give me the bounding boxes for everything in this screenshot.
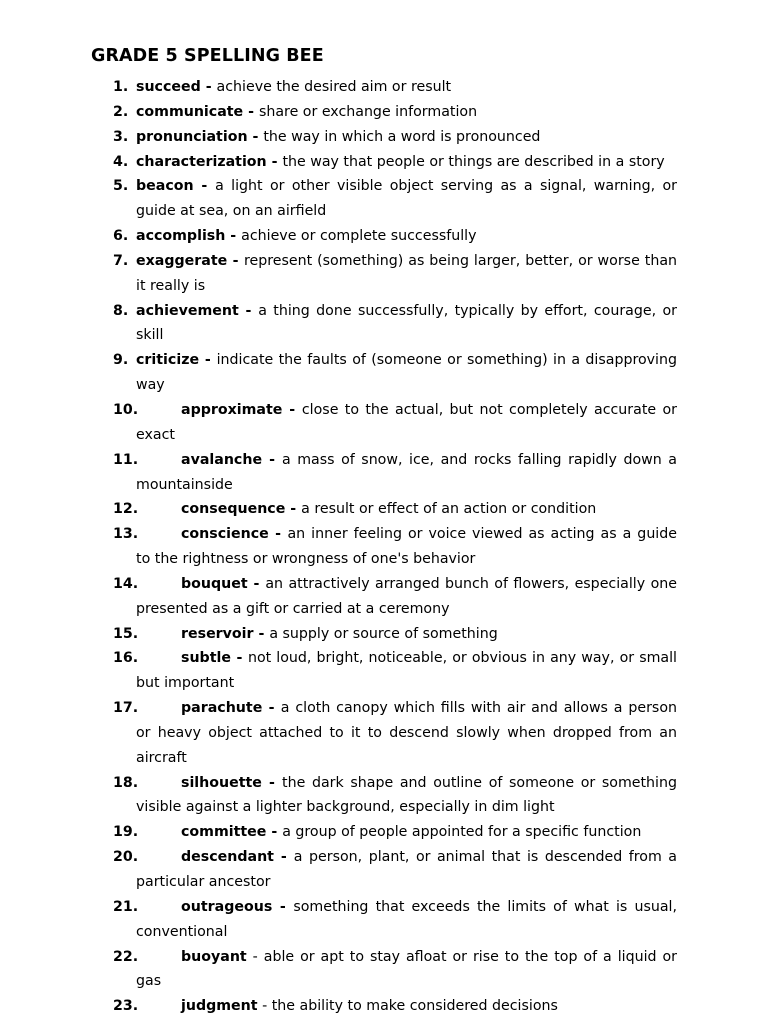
separator: - — [266, 153, 283, 170]
definition: an attractively arranged bunch of flowers, especially one presented as a gift or carried at a ceremony — [136, 575, 677, 617]
list-item — [0, 622, 768, 647]
item-number: 14. — [113, 575, 139, 592]
definition: a result or effect of an action or condition — [301, 501, 597, 518]
list-item — [0, 845, 768, 895]
separator: - — [225, 228, 242, 245]
separator: - — [238, 302, 259, 319]
item-number: 9. — [113, 352, 129, 369]
definition: a thing done successfully, typically by effort, courage, or skill — [136, 302, 677, 344]
list-item — [0, 125, 768, 150]
item-number: 8. — [113, 302, 129, 319]
separator: - — [227, 252, 244, 269]
list-item — [0, 522, 768, 572]
spelling-word: judgment — [181, 998, 258, 1015]
list-item — [0, 994, 768, 1019]
item-number: 10. — [113, 401, 139, 418]
definition: share or exchange information — [258, 103, 478, 120]
spelling-word: avalanche — [181, 451, 263, 468]
spelling-word: characterization — [136, 153, 267, 170]
list-item — [0, 771, 768, 821]
definition: the way in which a word is pronounced — [263, 128, 541, 145]
item-number: 16. — [113, 650, 139, 667]
definition: represent (something) as being larger, better, or worse than it really is — [136, 252, 677, 294]
definition: the ability to make considered decisions — [271, 998, 558, 1015]
list-item — [0, 696, 768, 771]
list-item — [0, 299, 768, 349]
item-number: 18. — [113, 774, 139, 791]
list-item — [0, 100, 768, 125]
definition: a cloth canopy which fills with air and allows a person or heavy object attached to it to descend slowly when dropped from an aircraft — [136, 700, 677, 766]
item-number: 6. — [113, 228, 129, 245]
separator: - — [272, 898, 294, 915]
spelling-word: parachute — [181, 700, 263, 717]
separator: - — [282, 401, 302, 418]
definition: a group of people appointed for a specific function — [282, 824, 642, 841]
definition: the way that people or things are described in a story — [282, 153, 665, 170]
list-item — [0, 174, 768, 224]
item-number: 21. — [113, 898, 139, 915]
separator: - — [268, 526, 288, 543]
list-item — [0, 895, 768, 945]
list-item — [0, 224, 768, 249]
item-number: 17. — [113, 700, 139, 717]
definition: a person, plant, or animal that is descended from a particular ancestor — [136, 849, 677, 890]
separator: - — [257, 998, 272, 1015]
item-number: 1. — [113, 79, 129, 95]
list-item — [0, 398, 768, 448]
spelling-word: succeed — [136, 79, 201, 95]
definition: something that exceeds the limits of what is usual, conventional — [136, 898, 677, 940]
separator: - — [230, 650, 248, 667]
separator: - — [253, 625, 270, 642]
definition: achieve the desired aim or result — [216, 79, 452, 95]
separator: - — [200, 79, 217, 95]
list-item — [0, 497, 768, 522]
separator: - — [261, 774, 283, 791]
definition: a light or other visible object serving as a signal, warning, or guide at sea, on an airfield — [136, 178, 677, 220]
definition: an inner feeling or voice viewed as acting as a guide to the rightness or wrongness of one's behavior — [136, 526, 677, 568]
item-number: 23. — [113, 998, 139, 1015]
list-item — [0, 448, 768, 498]
separator: - — [243, 103, 259, 120]
spelling-word: pronunciation — [136, 128, 248, 145]
list-item — [0, 572, 768, 622]
separator: - — [199, 352, 217, 369]
item-number: 4. — [113, 153, 129, 170]
list-item — [0, 75, 768, 100]
spelling-word: bouquet — [181, 575, 248, 592]
item-number: 19. — [113, 824, 139, 841]
spelling-word: descendant — [181, 849, 274, 866]
spelling-word: accomplish — [136, 228, 226, 245]
spelling-word: beacon — [136, 178, 194, 195]
list-item — [0, 945, 768, 995]
definition: able or apt to stay afloat or rise to the top of a liquid or gas — [136, 948, 678, 990]
item-number: 5. — [113, 178, 129, 195]
separator: - — [273, 849, 294, 866]
item-number: 7. — [113, 252, 129, 269]
spelling-word: committee — [181, 824, 267, 841]
separator: - — [246, 948, 264, 965]
spelling-word: conscience — [181, 526, 269, 543]
item-number: 12. — [113, 501, 139, 518]
item-number: 11. — [113, 451, 139, 468]
separator: - — [285, 501, 302, 518]
definition: a supply or source of something — [269, 625, 498, 642]
separator: - — [247, 575, 266, 592]
definition: achieve or complete successfully — [241, 228, 477, 245]
definition: not loud, bright, noticeable, or obvious in any way, or small but important — [136, 650, 677, 692]
list-item — [0, 249, 768, 299]
separator: - — [266, 824, 283, 841]
list-item — [0, 646, 768, 696]
spelling-word: silhouette — [181, 774, 262, 791]
list-item — [0, 348, 768, 398]
definition: the dark shape and outline of someone or something visible against a lighter background, especially in dim light — [136, 774, 677, 816]
item-number: 2. — [113, 103, 129, 120]
spelling-word-list — [0, 75, 768, 1019]
spelling-word: subtle — [181, 650, 231, 667]
separator: - — [262, 451, 282, 468]
spelling-word: reservoir — [181, 625, 254, 642]
list-item — [0, 820, 768, 845]
item-number: 20. — [113, 849, 139, 866]
spelling-word: outrageous — [181, 898, 273, 915]
spelling-word: exaggerate — [136, 252, 228, 269]
item-number: 13. — [113, 526, 139, 543]
definition: close to the actual, but not completely accurate or exact — [136, 401, 677, 443]
separator: - — [262, 700, 281, 717]
spelling-word: approximate — [181, 401, 283, 418]
item-number: 3. — [113, 128, 129, 145]
spelling-word: achievement — [136, 302, 239, 319]
spelling-word: consequence — [181, 501, 286, 518]
separator: - — [193, 178, 216, 195]
definition: indicate the faults of (someone or something) in a disapproving way — [136, 352, 677, 394]
spelling-word: buoyant — [181, 948, 247, 965]
separator: - — [247, 128, 264, 145]
definition: a mass of snow, ice, and rocks falling rapidly down a mountainside — [136, 451, 677, 493]
list-item — [0, 150, 768, 175]
item-number: 22. — [113, 948, 139, 965]
spelling-word: communicate — [136, 103, 244, 120]
spelling-word: criticize — [136, 352, 200, 369]
page-title: GRADE 5 SPELLING BEE — [91, 46, 324, 66]
item-number: 15. — [113, 625, 139, 642]
